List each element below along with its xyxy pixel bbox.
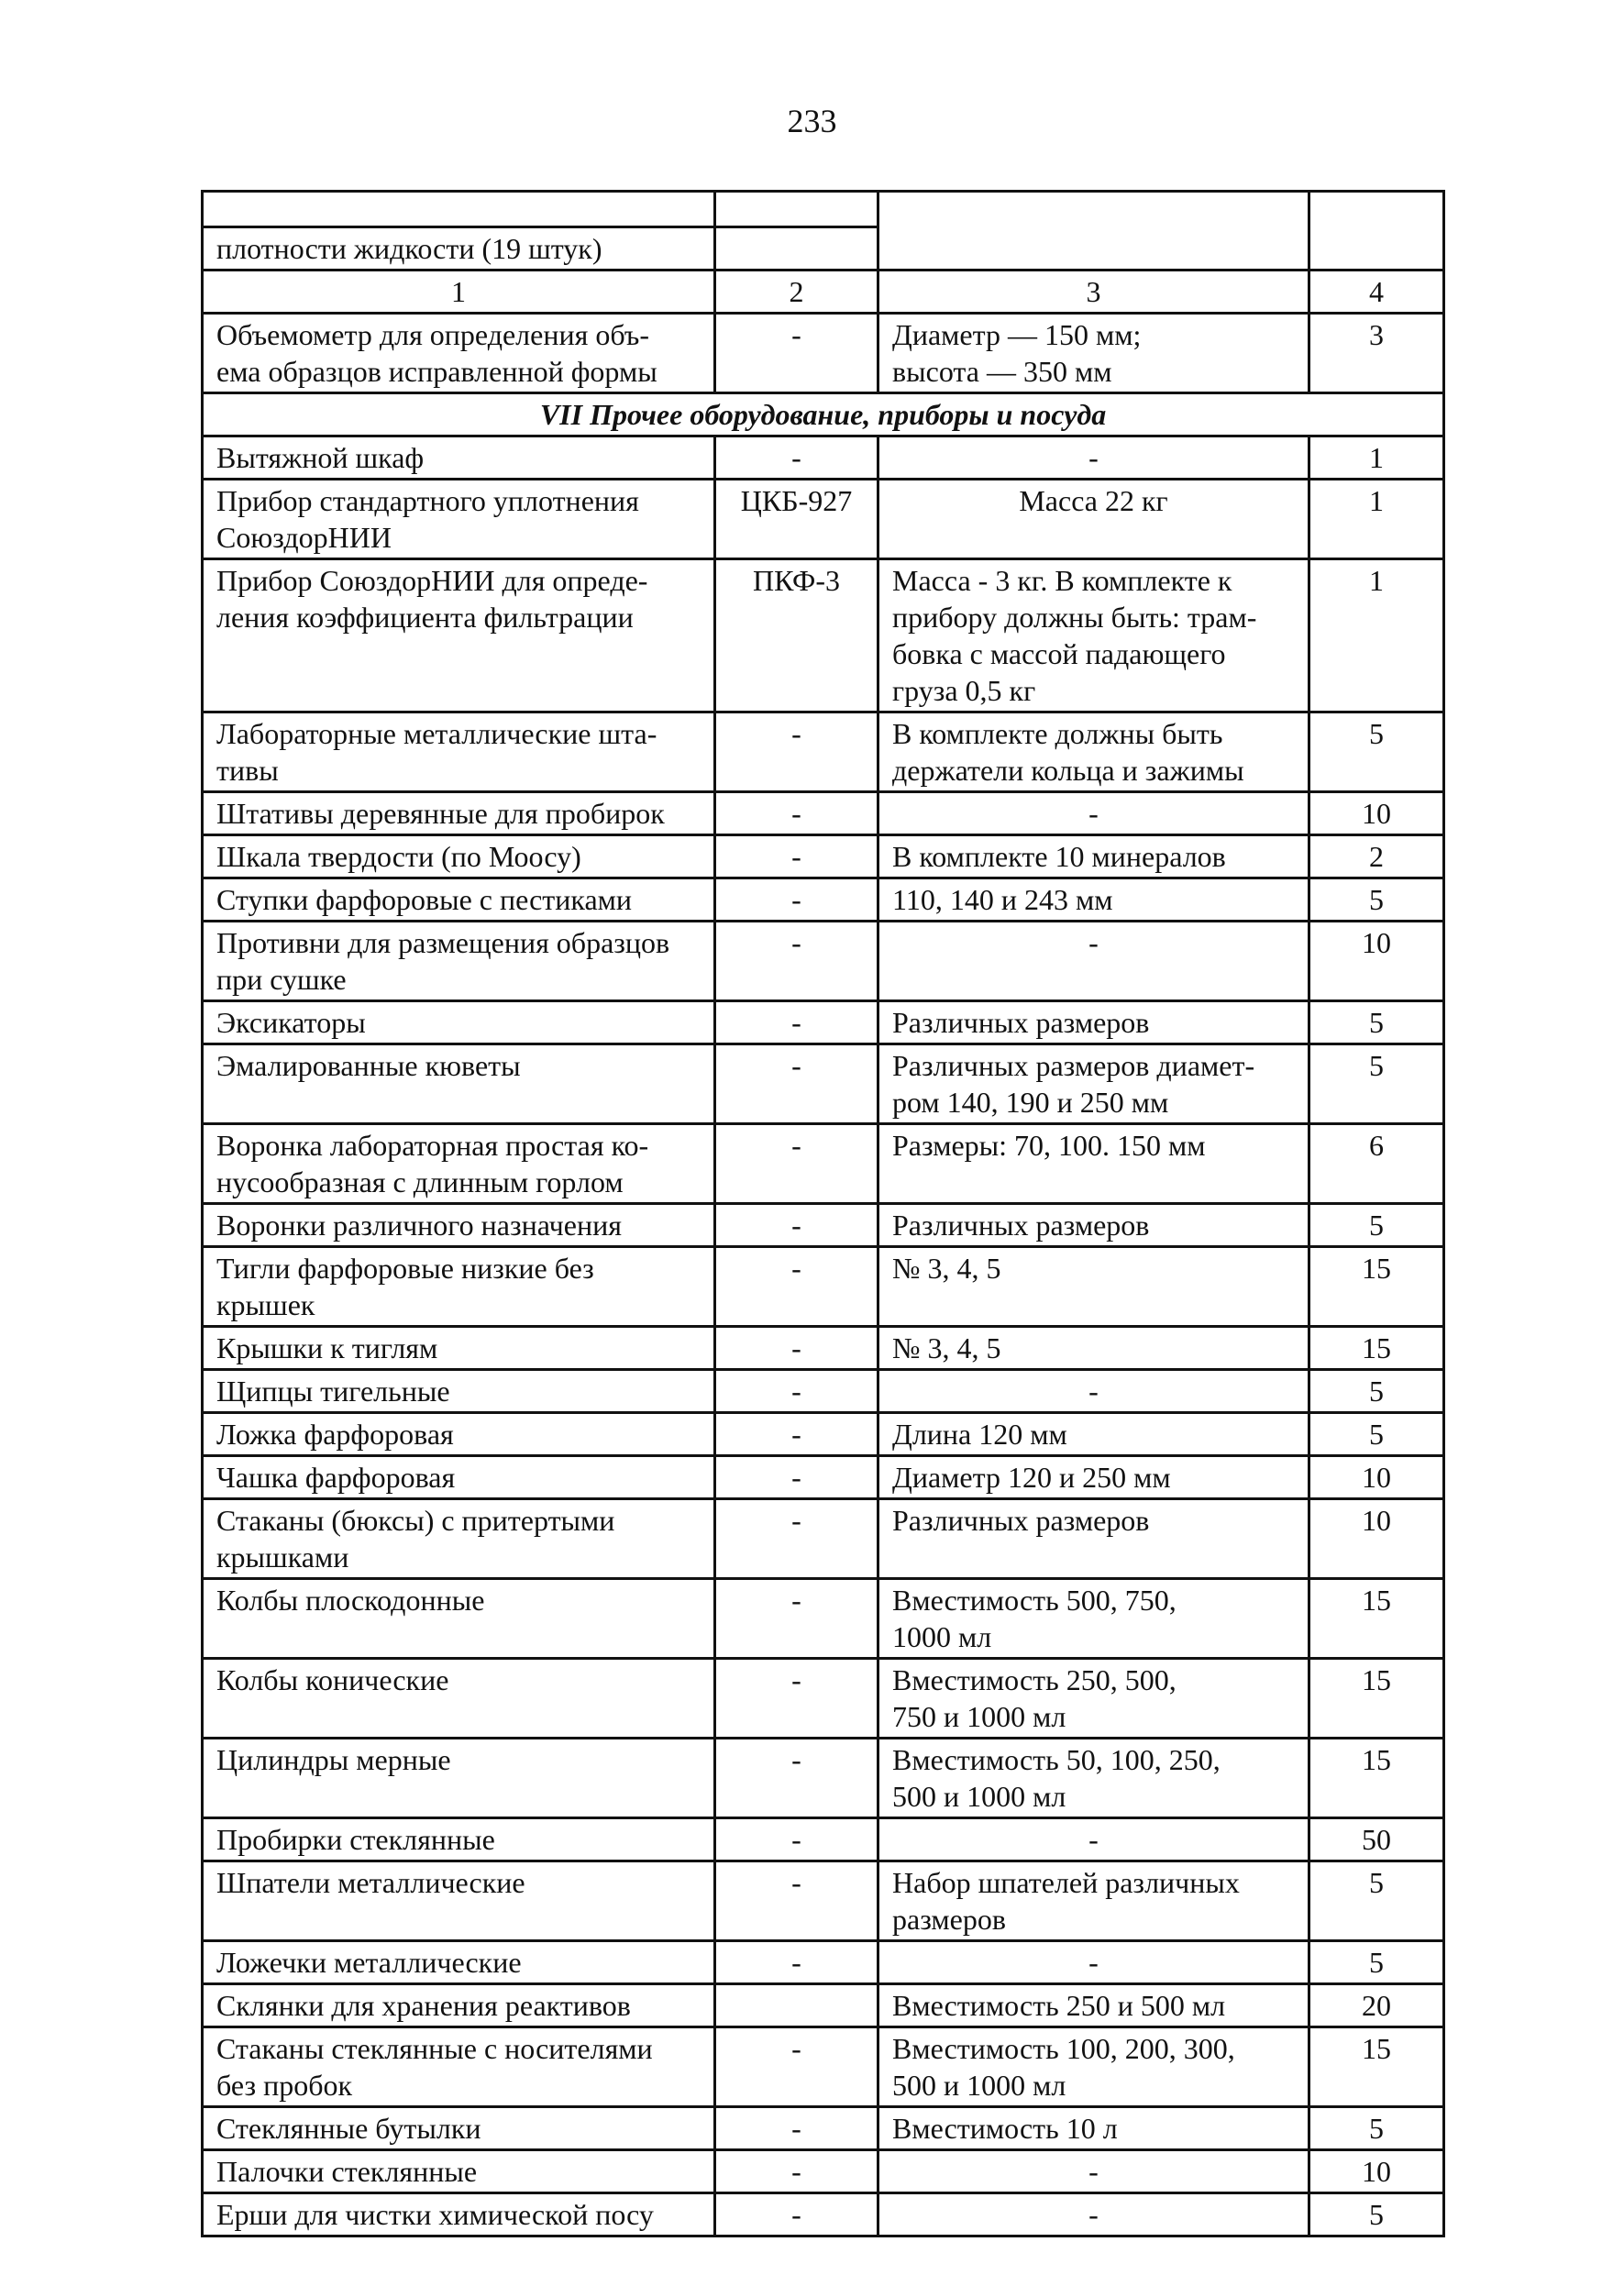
equipment-qty: 15 bbox=[1309, 1659, 1444, 1739]
table-row bbox=[203, 712, 1444, 792]
cell-line: Вместимость 500, 750, bbox=[892, 1584, 1177, 1617]
blank-cell bbox=[203, 192, 715, 227]
cell-line bbox=[216, 1698, 701, 1735]
equipment-qty: 1 bbox=[1309, 480, 1444, 559]
equipment-qty: 5 bbox=[1309, 2193, 1444, 2236]
cell-line: Вытяжной шкаф bbox=[216, 441, 425, 474]
cell-line: В комплекте должны быть bbox=[892, 717, 1223, 750]
equipment-mark: - bbox=[715, 922, 878, 1001]
cell-line: - bbox=[1088, 2155, 1099, 2188]
cell-line: Различных размеров диамет- bbox=[892, 1049, 1255, 1082]
cell-line: Цилиндры мерные bbox=[216, 1743, 451, 1776]
table-row bbox=[203, 1001, 1444, 1044]
cell-line: В комплекте 10 минералов bbox=[892, 840, 1226, 873]
blank-cell bbox=[878, 192, 1309, 271]
equipment-qty: 1 bbox=[1309, 436, 1444, 480]
cell-line: 500 и 1000 мл bbox=[892, 1780, 1066, 1813]
equipment-spec bbox=[878, 1456, 1309, 1499]
cell-line: бовка с массой падающего bbox=[892, 637, 1226, 670]
equipment-mark: - bbox=[715, 712, 878, 792]
cell-line: № 3, 4, 5 bbox=[892, 1331, 1001, 1364]
table-row bbox=[203, 1818, 1444, 1861]
cell-line: Ложка фарфоровая bbox=[216, 1418, 454, 1451]
table-row bbox=[203, 1044, 1444, 1124]
equipment-qty: 15 bbox=[1309, 2027, 1444, 2107]
equipment-qty: 5 bbox=[1309, 1044, 1444, 1124]
cell-line bbox=[216, 1618, 701, 1655]
cell-line: Лабораторные металлические шта- bbox=[216, 717, 657, 750]
cell-line: ром 140, 190 и 250 мм bbox=[892, 1086, 1169, 1119]
equipment-name bbox=[203, 835, 715, 878]
equipment-mark: - bbox=[715, 1247, 878, 1327]
equipment-name bbox=[203, 559, 715, 712]
equipment-name bbox=[203, 2193, 715, 2236]
table-row bbox=[203, 1861, 1444, 1941]
table-row bbox=[203, 1659, 1444, 1739]
equipment-spec bbox=[878, 1204, 1309, 1247]
table-row bbox=[203, 2107, 1444, 2150]
equipment-spec bbox=[878, 1818, 1309, 1861]
equipment-spec bbox=[878, 1327, 1309, 1370]
equipment-name bbox=[203, 1044, 715, 1124]
cell-line: - bbox=[1088, 2198, 1099, 2231]
equipment-qty: 5 bbox=[1309, 2107, 1444, 2150]
equipment-name bbox=[203, 878, 715, 922]
table-row bbox=[203, 878, 1444, 922]
column-number: 3 bbox=[878, 271, 1309, 314]
equipment-name bbox=[203, 1659, 715, 1739]
equipment-spec bbox=[878, 712, 1309, 792]
table-row bbox=[203, 835, 1444, 878]
equipment-name bbox=[203, 314, 715, 393]
table-row bbox=[203, 1739, 1444, 1818]
cell-line: Вместимость 250, 500, bbox=[892, 1663, 1177, 1696]
equipment-spec bbox=[878, 922, 1309, 1001]
equipment-qty: 10 bbox=[1309, 792, 1444, 835]
equipment-spec bbox=[878, 792, 1309, 835]
table-row bbox=[203, 2150, 1444, 2193]
cell-line: Прибор СоюздорНИИ для опреде- bbox=[216, 564, 648, 597]
table-row bbox=[203, 1579, 1444, 1659]
equipment-qty: 5 bbox=[1309, 878, 1444, 922]
blank-cell bbox=[715, 192, 878, 227]
section-row bbox=[203, 393, 1444, 436]
equipment-spec bbox=[878, 1984, 1309, 2027]
equipment-name bbox=[203, 1984, 715, 2027]
table-row bbox=[203, 1456, 1444, 1499]
cell-line: 500 и 1000 мл bbox=[892, 2069, 1066, 2102]
blank-cell bbox=[1309, 192, 1444, 271]
equipment-spec bbox=[878, 2107, 1309, 2150]
cell-line: при сушке bbox=[216, 963, 347, 996]
cell-line: Стаканы (бюксы) с притертыми bbox=[216, 1504, 615, 1537]
cell-line: Различных размеров bbox=[892, 1504, 1150, 1537]
cell-line: - bbox=[1088, 1823, 1099, 1856]
column-numbers-row bbox=[203, 271, 1444, 314]
equipment-mark: - bbox=[715, 1327, 878, 1370]
equipment-mark: - bbox=[715, 2107, 878, 2150]
blank-cell bbox=[715, 227, 878, 271]
equipment-spec bbox=[878, 314, 1309, 393]
equipment-qty: 10 bbox=[1309, 2150, 1444, 2193]
equipment-spec bbox=[878, 1739, 1309, 1818]
cell-line: Различных размеров bbox=[892, 1006, 1150, 1039]
cell-line: прибору должны быть: трам- bbox=[892, 601, 1257, 634]
equipment-mark: - bbox=[715, 1818, 878, 1861]
table-row bbox=[203, 1327, 1444, 1370]
cell-line: Противни для размещения образцов bbox=[216, 926, 670, 959]
table-top-border-row bbox=[203, 192, 1444, 227]
equipment-mark: - bbox=[715, 1370, 878, 1413]
cell-line: - bbox=[1088, 1946, 1099, 1979]
section-title: VII Прочее оборудование, приборы и посуда bbox=[203, 393, 1444, 436]
cell-line: Масса 22 кг bbox=[1019, 484, 1168, 517]
cell-line: Объемометр для определения объ- bbox=[216, 318, 649, 351]
equipment-mark: - bbox=[715, 1456, 878, 1499]
equipment-name bbox=[203, 2150, 715, 2193]
equipment-mark: ЦКБ-927 bbox=[715, 480, 878, 559]
cell-line: Вместимость 250 и 500 мл bbox=[892, 1989, 1226, 2022]
equipment-spec bbox=[878, 1370, 1309, 1413]
equipment-mark: - bbox=[715, 835, 878, 878]
equipment-qty: 50 bbox=[1309, 1818, 1444, 1861]
equipment-mark bbox=[715, 1984, 878, 2027]
continued-text: плотности жидкости (19 штук) bbox=[203, 227, 715, 271]
cell-line: Набор шпателей различных bbox=[892, 1866, 1240, 1899]
cell-line: держатели кольца и зажимы bbox=[892, 754, 1244, 787]
cell-line: Ерши для чистки химической посу bbox=[216, 2198, 654, 2231]
cell-line: Прибор стандартного уплотнения bbox=[216, 484, 639, 517]
equipment-name bbox=[203, 2107, 715, 2150]
table-row bbox=[203, 2027, 1444, 2107]
cell-line: - bbox=[1088, 797, 1099, 830]
equipment-spec bbox=[878, 436, 1309, 480]
table-row bbox=[203, 314, 1444, 393]
equipment-name bbox=[203, 1818, 715, 1861]
cell-line: Эксикаторы bbox=[216, 1006, 366, 1039]
cell-line: Шкала твердости (по Моосу) bbox=[216, 840, 581, 873]
table-row bbox=[203, 559, 1444, 712]
equipment-name bbox=[203, 1327, 715, 1370]
table-row bbox=[203, 1124, 1444, 1204]
column-number: 1 bbox=[203, 271, 715, 314]
equipment-qty: 15 bbox=[1309, 1739, 1444, 1818]
equipment-mark: - bbox=[715, 314, 878, 393]
cell-line: крышками bbox=[216, 1541, 349, 1574]
cell-line: Колбы конические bbox=[216, 1663, 449, 1696]
equipment-qty: 10 bbox=[1309, 1456, 1444, 1499]
cell-line: Вместимость 10 л bbox=[892, 2112, 1118, 2145]
equipment-name bbox=[203, 1861, 715, 1941]
equipment-spec bbox=[878, 1941, 1309, 1984]
equipment-name bbox=[203, 1413, 715, 1456]
equipment-qty: 5 bbox=[1309, 1861, 1444, 1941]
equipment-name bbox=[203, 2027, 715, 2107]
cell-line: Палочки стеклянные bbox=[216, 2155, 478, 2188]
equipment-spec bbox=[878, 1579, 1309, 1659]
cell-line: Длина 120 мм bbox=[892, 1418, 1067, 1451]
table-row bbox=[203, 480, 1444, 559]
equipment-qty: 20 bbox=[1309, 1984, 1444, 2027]
equipment-spec bbox=[878, 878, 1309, 922]
equipment-spec bbox=[878, 835, 1309, 878]
equipment-mark: - bbox=[715, 2193, 878, 2236]
equipment-spec bbox=[878, 1247, 1309, 1327]
cell-line: высота — 350 мм bbox=[892, 355, 1112, 388]
equipment-name bbox=[203, 792, 715, 835]
cell-line: Различных размеров bbox=[892, 1209, 1150, 1242]
equipment-qty: 15 bbox=[1309, 1327, 1444, 1370]
cell-line: Стаканы стеклянные с носителями bbox=[216, 2032, 653, 2065]
equipment-qty: 15 bbox=[1309, 1579, 1444, 1659]
cell-line: Масса - 3 кг. В комплекте к bbox=[892, 564, 1232, 597]
cell-line: Склянки для хранения реактивов bbox=[216, 1989, 631, 2022]
equipment-qty: 5 bbox=[1309, 1001, 1444, 1044]
equipment-spec bbox=[878, 1124, 1309, 1204]
table-row bbox=[203, 1247, 1444, 1327]
cell-line: 110, 140 и 243 мм bbox=[892, 883, 1113, 916]
cell-line: Воронки различного назначения bbox=[216, 1209, 622, 1242]
equipment-name bbox=[203, 1579, 715, 1659]
cell-line: Пробирки стеклянные bbox=[216, 1823, 495, 1856]
equipment-mark: - bbox=[715, 2027, 878, 2107]
equipment-mark: - bbox=[715, 1204, 878, 1247]
equipment-spec bbox=[878, 559, 1309, 712]
equipment-qty: 15 bbox=[1309, 1247, 1444, 1327]
equipment-spec bbox=[878, 1044, 1309, 1124]
cell-line: - bbox=[1088, 1375, 1099, 1408]
cell-line: крышек bbox=[216, 1288, 315, 1321]
equipment-qty: 5 bbox=[1309, 1413, 1444, 1456]
cell-line: Размеры: 70, 100. 150 мм bbox=[892, 1129, 1206, 1162]
cell-line bbox=[216, 1778, 701, 1815]
table-row bbox=[203, 1370, 1444, 1413]
equipment-spec bbox=[878, 2027, 1309, 2107]
cell-line: Вместимость 100, 200, 300, bbox=[892, 2032, 1235, 2065]
equipment-mark: - bbox=[715, 1579, 878, 1659]
cell-line: Штативы деревянные для пробирок bbox=[216, 797, 665, 830]
table-row bbox=[203, 792, 1444, 835]
cell-line: размеров bbox=[892, 1903, 1006, 1936]
equipment-name bbox=[203, 1370, 715, 1413]
equipment-qty: 5 bbox=[1309, 1370, 1444, 1413]
equipment-qty: 5 bbox=[1309, 1204, 1444, 1247]
cell-line: Щипцы тигельные bbox=[216, 1375, 450, 1408]
equipment-mark: - bbox=[715, 1413, 878, 1456]
cell-line: Вместимость 50, 100, 250, bbox=[892, 1743, 1221, 1776]
cell-line: ления коэффициента фильтрации bbox=[216, 601, 634, 634]
equipment-name bbox=[203, 1739, 715, 1818]
equipment-qty: 1 bbox=[1309, 559, 1444, 712]
equipment-mark: - bbox=[715, 436, 878, 480]
table-row bbox=[203, 436, 1444, 480]
cell-line: № 3, 4, 5 bbox=[892, 1252, 1001, 1285]
equipment-qty: 2 bbox=[1309, 835, 1444, 878]
equipment-qty: 10 bbox=[1309, 1499, 1444, 1579]
cell-line: без пробок bbox=[216, 2069, 353, 2102]
equipment-spec bbox=[878, 2150, 1309, 2193]
equipment-table bbox=[201, 190, 1445, 2237]
cell-line: Диаметр — 150 мм; bbox=[892, 318, 1142, 351]
equipment-spec bbox=[878, 480, 1309, 559]
column-number: 4 bbox=[1309, 271, 1444, 314]
equipment-spec bbox=[878, 1861, 1309, 1941]
equipment-name bbox=[203, 1247, 715, 1327]
equipment-name bbox=[203, 712, 715, 792]
equipment-mark: - bbox=[715, 1739, 878, 1818]
cell-line: тивы bbox=[216, 754, 279, 787]
equipment-mark: - bbox=[715, 1044, 878, 1124]
equipment-mark: - bbox=[715, 2150, 878, 2193]
cell-line: ема образцов исправленной формы bbox=[216, 355, 657, 388]
cell-line: Стеклянные бутылки bbox=[216, 2112, 481, 2145]
equipment-mark: - bbox=[715, 1861, 878, 1941]
cell-line bbox=[216, 1901, 701, 1938]
table-row bbox=[203, 1984, 1444, 2027]
equipment-qty: 10 bbox=[1309, 922, 1444, 1001]
cell-line: 1000 мл bbox=[892, 1620, 992, 1653]
equipment-qty: 3 bbox=[1309, 314, 1444, 393]
cell-line: Колбы плоскодонные bbox=[216, 1584, 485, 1617]
cell-line: Эмалированные кюветы bbox=[216, 1049, 521, 1082]
equipment-name bbox=[203, 1456, 715, 1499]
cell-line: Воронка лабораторная простая ко- bbox=[216, 1129, 649, 1162]
table-row bbox=[203, 2193, 1444, 2236]
cell-line: СоюздорНИИ bbox=[216, 521, 392, 554]
cell-line: Чашка фарфоровая bbox=[216, 1461, 456, 1494]
equipment-mark: ПКФ-3 bbox=[715, 559, 878, 712]
equipment-name bbox=[203, 1941, 715, 1984]
cell-line: Тигли фарфоровые низкие без bbox=[216, 1252, 594, 1285]
equipment-qty: 6 bbox=[1309, 1124, 1444, 1204]
equipment-mark: - bbox=[715, 1001, 878, 1044]
table-row bbox=[203, 1499, 1444, 1579]
equipment-name bbox=[203, 480, 715, 559]
equipment-mark: - bbox=[715, 1941, 878, 1984]
equipment-mark: - bbox=[715, 792, 878, 835]
cell-line: Ступки фарфоровые с пестиками bbox=[216, 883, 633, 916]
cell-line: груза 0,5 кг bbox=[892, 674, 1036, 707]
equipment-name bbox=[203, 1499, 715, 1579]
equipment-spec bbox=[878, 2193, 1309, 2236]
equipment-name bbox=[203, 1001, 715, 1044]
cell-line: - bbox=[1088, 926, 1099, 959]
equipment-qty: 5 bbox=[1309, 712, 1444, 792]
equipment-name bbox=[203, 1204, 715, 1247]
table-row bbox=[203, 1941, 1444, 1984]
equipment-spec bbox=[878, 1413, 1309, 1456]
equipment-mark: - bbox=[715, 1124, 878, 1204]
equipment-name bbox=[203, 1124, 715, 1204]
cell-line: Ложечки металлические bbox=[216, 1946, 522, 1979]
page-number: 233 bbox=[787, 103, 837, 139]
cell-line: нусообразная с длинным горлом bbox=[216, 1165, 624, 1198]
equipment-name bbox=[203, 922, 715, 1001]
equipment-name bbox=[203, 436, 715, 480]
equipment-mark: - bbox=[715, 1659, 878, 1739]
table-row bbox=[203, 922, 1444, 1001]
equipment-qty: 5 bbox=[1309, 1941, 1444, 1984]
cell-line: 750 и 1000 мл bbox=[892, 1700, 1066, 1733]
equipment-mark: - bbox=[715, 1499, 878, 1579]
equipment-spec bbox=[878, 1499, 1309, 1579]
cell-line: Шпатели металлические bbox=[216, 1866, 525, 1899]
cell-line: - bbox=[1088, 441, 1099, 474]
cell-line: Крышки к тиглям bbox=[216, 1331, 438, 1364]
cell-line: Диаметр 120 и 250 мм bbox=[892, 1461, 1171, 1494]
equipment-spec bbox=[878, 1001, 1309, 1044]
equipment-spec bbox=[878, 1659, 1309, 1739]
table-row bbox=[203, 1413, 1444, 1456]
column-number: 2 bbox=[715, 271, 878, 314]
table-row bbox=[203, 1204, 1444, 1247]
equipment-mark: - bbox=[715, 878, 878, 922]
